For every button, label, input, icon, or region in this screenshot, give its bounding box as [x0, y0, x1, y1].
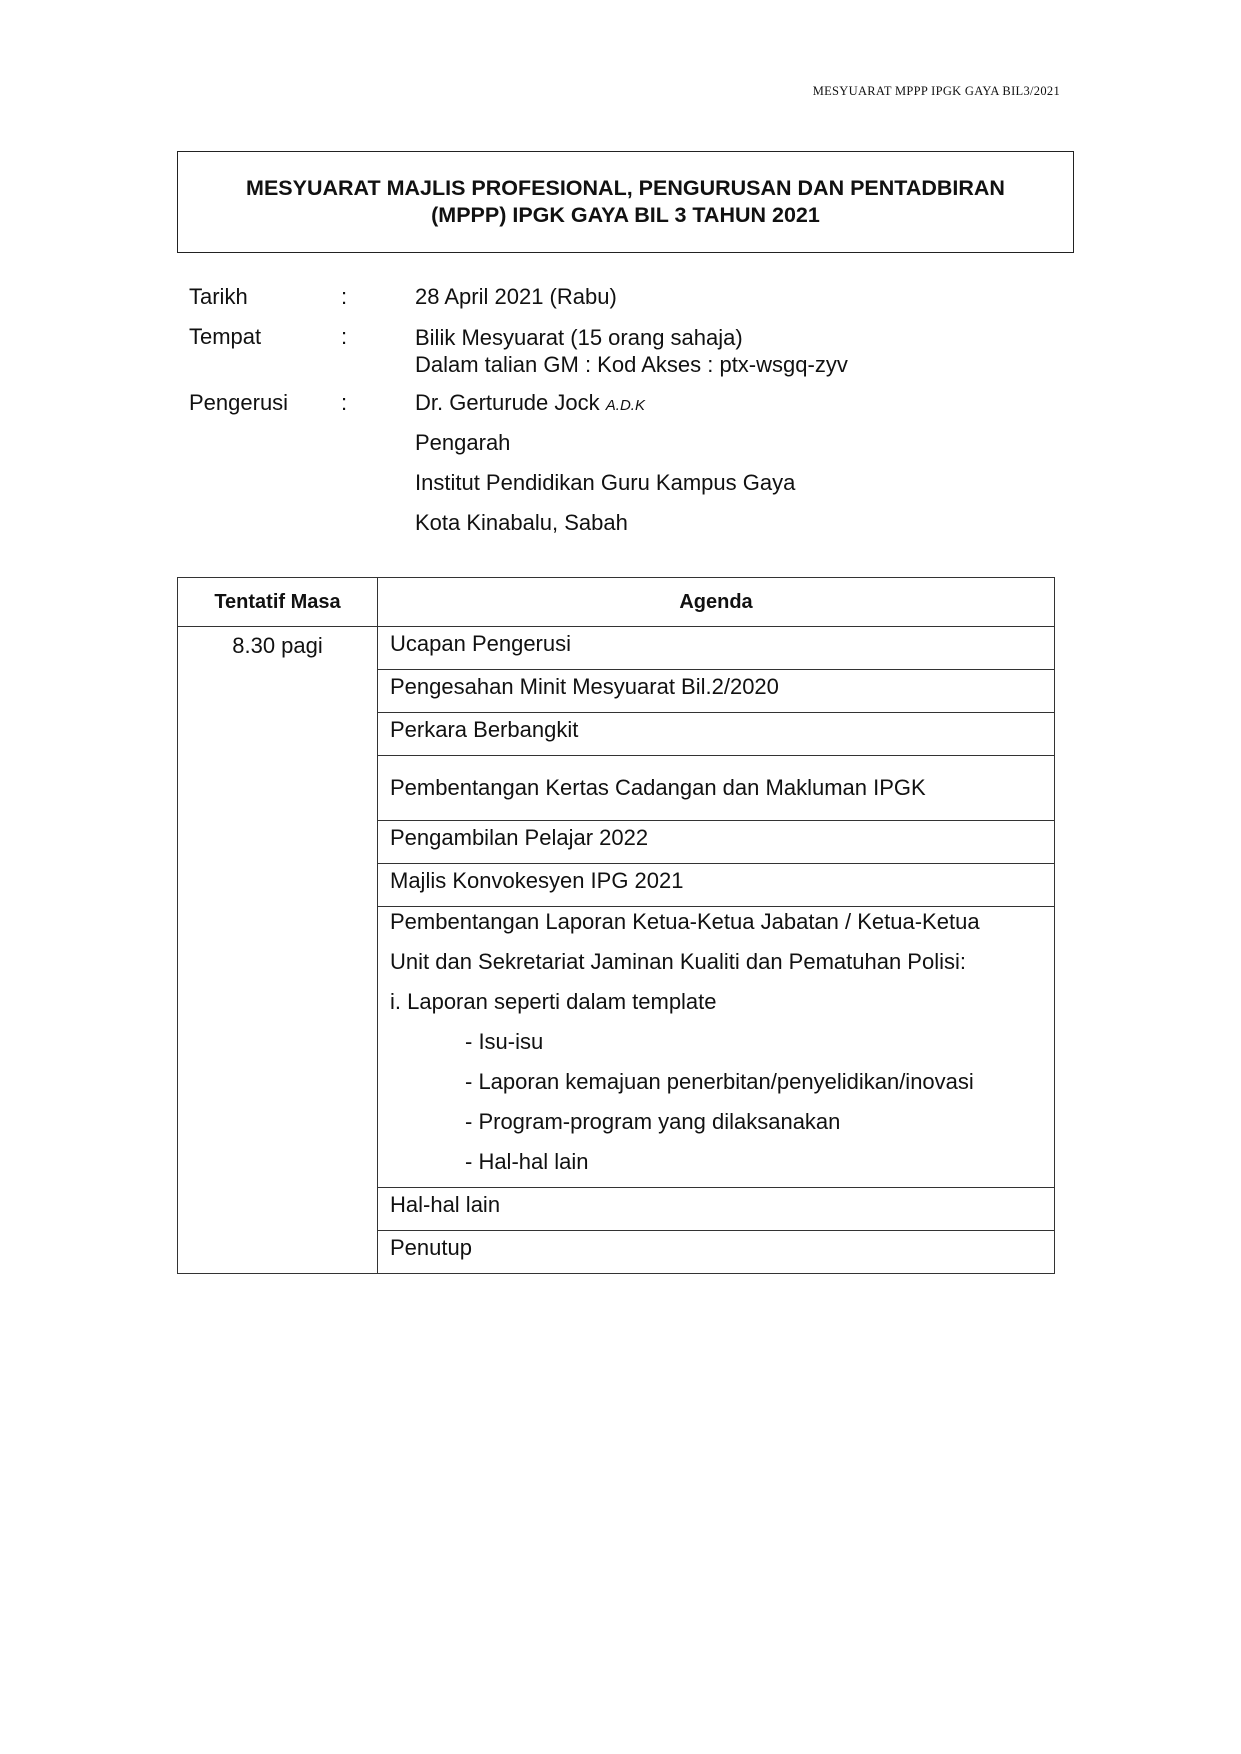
pengerusi-label: Pengerusi: [189, 390, 289, 415]
tempat-label: Tempat: [189, 324, 262, 349]
agenda-column-header: Agenda: [378, 578, 1055, 627]
chair-location: Kota Kinabalu, Sabah: [415, 510, 628, 535]
pengerusi-name-line: [415, 390, 795, 430]
tempat-colon: :: [341, 324, 348, 349]
agenda-item: Hal-hal lain: [378, 1188, 1055, 1231]
agenda-item: Penutup: [378, 1231, 1055, 1274]
tarikh-value: 28 April 2021 (Rabu): [415, 284, 617, 309]
agenda-item: Majlis Konvokesyen IPG 2021: [378, 864, 1055, 907]
report-bullet: - Program-program yang dilaksanakan: [465, 1109, 841, 1134]
time-column-header: Tentatif Masa: [178, 578, 378, 627]
agenda-item: Pembentangan Kertas Cadangan dan Makluman IPGK: [378, 756, 1055, 821]
report-bullet: - Hal-hal lain: [465, 1149, 589, 1174]
tempat-value: [415, 324, 848, 378]
title-line-1: MESYUARAT MAJLIS PROFESIONAL, PENGURUSAN DAN PENTADBIRAN: [246, 176, 1005, 200]
tarikh-colon: :: [341, 284, 348, 309]
agenda-item: Ucapan Pengerusi: [378, 627, 1055, 670]
title-line-2: (MPPP) IPGK GAYA BIL 3 TAHUN 2021: [431, 203, 820, 227]
chair-honorific: A.D.K: [605, 397, 645, 414]
agenda-item: Perkara Berbangkit: [378, 713, 1055, 756]
report-line-3: i. Laporan seperti dalam template: [390, 989, 717, 1014]
agenda-item: Pengesahan Minit Mesyuarat Bil.2/2020: [378, 670, 1055, 713]
pengerusi-colon: :: [341, 390, 348, 415]
pengerusi-value: [415, 390, 795, 550]
tempat-line-2: Dalam talian GM : Kod Akses : ptx-wsgq-zyv: [415, 352, 848, 377]
chair-title: Pengarah: [415, 430, 511, 455]
title-box: [177, 151, 1074, 253]
agenda-item: Pengambilan Pelajar 2022: [378, 821, 1055, 864]
table-row: [178, 627, 1055, 670]
agenda-header-row: [178, 578, 1055, 627]
report-bullet: - Laporan kemajuan penerbitan/penyelidikan/inovasi: [465, 1069, 974, 1094]
chair-name: Dr. Gerturude Jock: [415, 390, 600, 415]
report-line-1: Pembentangan Laporan Ketua-Ketua Jabatan / Ketua-Ketua: [390, 909, 980, 934]
time-cell: 8.30 pagi: [178, 627, 378, 1274]
tempat-line-1: Bilik Mesyuarat (15 orang sahaja): [415, 325, 743, 350]
report-line-2: Unit dan Sekretariat Jaminan Kualiti dan Pematuhan Polisi:: [390, 949, 966, 974]
agenda-item-reports: [378, 907, 1055, 1188]
chair-institution: Institut Pendidikan Guru Kampus Gaya: [415, 470, 796, 495]
agenda-table: [177, 577, 1055, 1274]
report-bullet: - Isu-isu: [465, 1029, 544, 1054]
document-reference: MESYUARAT MPPP IPGK GAYA BIL3/2021: [812, 84, 1060, 98]
tarikh-label: Tarikh: [189, 284, 248, 309]
